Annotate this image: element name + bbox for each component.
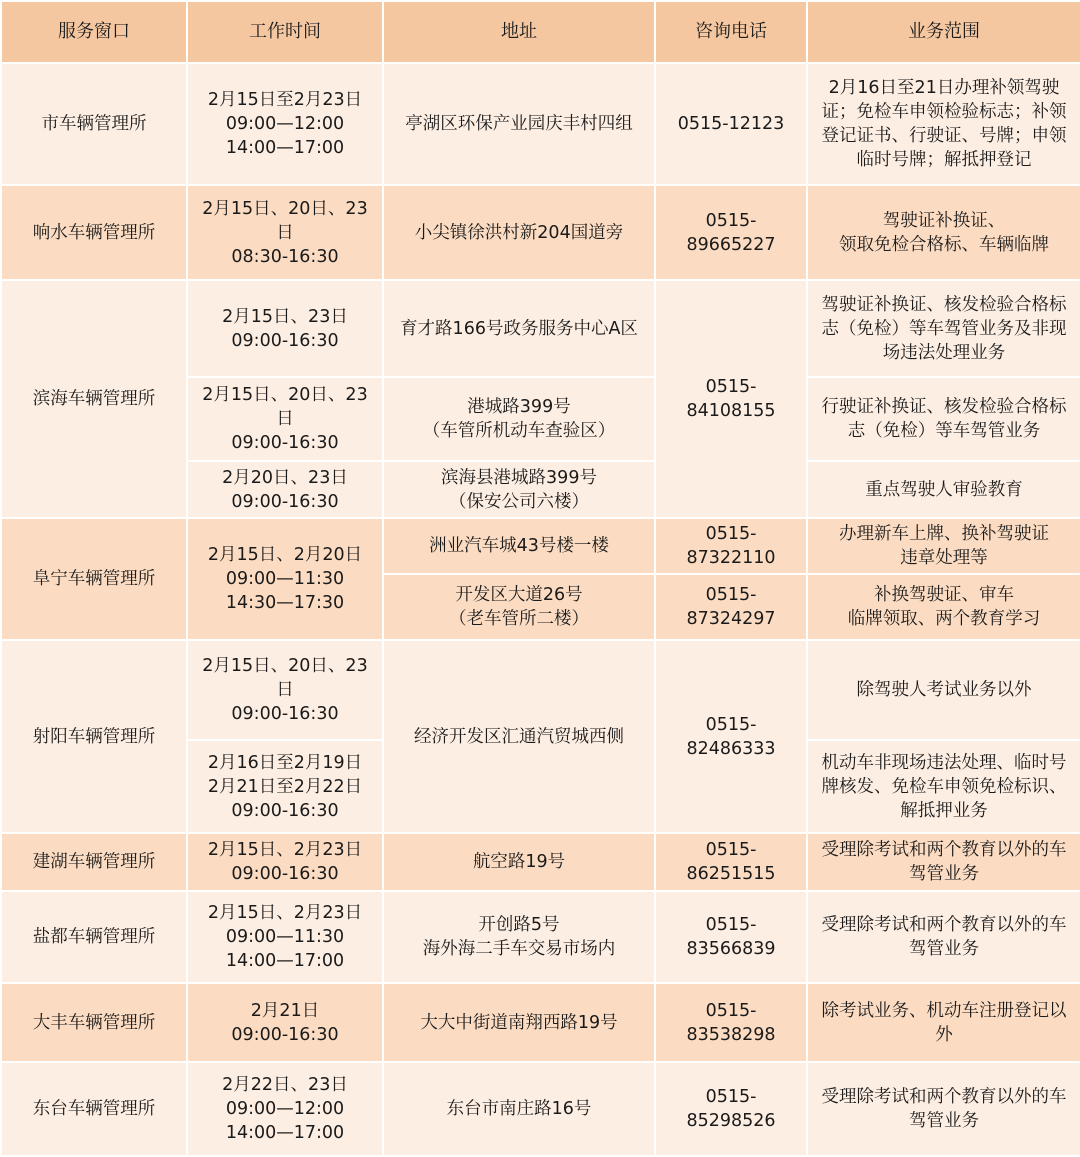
office-address: 经济开发区汇通汽贸城西侧 bbox=[383, 640, 655, 833]
office-address: 开创路5号 海外海二手车交易市场内 bbox=[383, 891, 655, 983]
office-address: 亭湖区环保产业园庆丰村四组 bbox=[383, 63, 655, 185]
office-name: 阜宁车辆管理所 bbox=[1, 518, 187, 640]
office-name: 市车辆管理所 bbox=[1, 63, 187, 185]
table-row bbox=[1, 518, 1080, 574]
office-phone: 0515-82486333 bbox=[655, 640, 807, 833]
office-phone: 0515-83566839 bbox=[655, 891, 807, 983]
office-scope: 受理除考试和两个教育以外的车驾管业务 bbox=[807, 833, 1080, 891]
office-address: 东台市南庄路16号 bbox=[383, 1062, 655, 1156]
office-address: 大大中街道南翔西路19号 bbox=[383, 983, 655, 1062]
office-scope: 驾驶证补换证、 领取免检合格标、车辆临牌 bbox=[807, 185, 1080, 280]
office-scope: 行驶证补换证、核发检验合格标志（免检）等车驾管业务 bbox=[807, 377, 1080, 461]
table-row bbox=[1, 640, 1080, 740]
office-address: 港城路399号 （车管所机动车查验区） bbox=[383, 377, 655, 461]
office-scope: 除考试业务、机动车注册登记以外 bbox=[807, 983, 1080, 1062]
office-phone: 0515-84108155 bbox=[655, 280, 807, 518]
office-scope: 办理新车上牌、换补驾驶证 违章处理等 bbox=[807, 518, 1080, 574]
office-name: 滨海车辆管理所 bbox=[1, 280, 187, 518]
table-row bbox=[1, 1062, 1080, 1156]
office-scope: 补换驾驶证、审车 临牌领取、两个教育学习 bbox=[807, 574, 1080, 640]
header-row bbox=[1, 1, 1080, 63]
office-hours: 2月20日、23日 09:00-16:30 bbox=[187, 461, 383, 518]
office-hours: 2月15日至2月23日 09:00—12:00 14:00—17:00 bbox=[187, 63, 383, 185]
office-address: 航空路19号 bbox=[383, 833, 655, 891]
office-hours: 2月22日、23日 09:00—12:00 14:00—17:00 bbox=[187, 1062, 383, 1156]
office-name: 东台车辆管理所 bbox=[1, 1062, 187, 1156]
office-address: 洲业汽车城43号楼一楼 bbox=[383, 518, 655, 574]
office-name: 大丰车辆管理所 bbox=[1, 983, 187, 1062]
office-phone: 0515-83538298 bbox=[655, 983, 807, 1062]
office-hours: 2月15日、2月23日 09:00—11:30 14:00—17:00 bbox=[187, 891, 383, 983]
office-scope: 2月16日至21日办理补领驾驶证；免检车申领检验标志；补领登记证书、行驶证、号牌；申领临时号牌；解抵押登记 bbox=[807, 63, 1080, 185]
office-name: 盐都车辆管理所 bbox=[1, 891, 187, 983]
table-row bbox=[1, 833, 1080, 891]
office-hours: 2月15日、20日、23日 08:30-16:30 bbox=[187, 185, 383, 280]
table-row bbox=[1, 185, 1080, 280]
office-phone: 0515-89665227 bbox=[655, 185, 807, 280]
office-scope: 重点驾驶人审验教育 bbox=[807, 461, 1080, 518]
office-hours: 2月16日至2月19日 2月21日至2月22日 09:00-16:30 bbox=[187, 740, 383, 833]
office-address: 滨海县港城路399号 （保安公司六楼） bbox=[383, 461, 655, 518]
office-name: 建湖车辆管理所 bbox=[1, 833, 187, 891]
header-phone: 咨询电话 bbox=[655, 1, 807, 63]
office-hours: 2月15日、20日、23日 09:00-16:30 bbox=[187, 377, 383, 461]
office-address: 育才路166号政务服务中心A区 bbox=[383, 280, 655, 377]
office-name: 射阳车辆管理所 bbox=[1, 640, 187, 833]
office-hours: 2月15日、2月23日 09:00-16:30 bbox=[187, 833, 383, 891]
header-business-scope: 业务范围 bbox=[807, 1, 1080, 63]
office-hours: 2月15日、20日、23日 09:00-16:30 bbox=[187, 640, 383, 740]
table-row bbox=[1, 891, 1080, 983]
table-row bbox=[1, 983, 1080, 1062]
office-scope: 驾驶证补换证、核发检验合格标志（免检）等车驾管业务及非现场违法处理业务 bbox=[807, 280, 1080, 377]
office-scope: 受理除考试和两个教育以外的车驾管业务 bbox=[807, 891, 1080, 983]
office-address: 小尖镇徐洪村新204国道旁 bbox=[383, 185, 655, 280]
header-address: 地址 bbox=[383, 1, 655, 63]
office-name: 响水车辆管理所 bbox=[1, 185, 187, 280]
office-phone: 0515-85298526 bbox=[655, 1062, 807, 1156]
table-row bbox=[1, 63, 1080, 185]
office-phone: 0515-87324297 bbox=[655, 574, 807, 640]
office-phone: 0515-12123 bbox=[655, 63, 807, 185]
office-hours: 2月15日、23日 09:00-16:30 bbox=[187, 280, 383, 377]
office-scope: 受理除考试和两个教育以外的车驾管业务 bbox=[807, 1062, 1080, 1156]
table-row bbox=[1, 280, 1080, 377]
office-phone: 0515-86251515 bbox=[655, 833, 807, 891]
office-address: 开发区大道26号 （老车管所二楼） bbox=[383, 574, 655, 640]
office-scope: 机动车非现场违法处理、临时号牌核发、免检车申领免检标识、解抵押业务 bbox=[807, 740, 1080, 833]
header-working-hours: 工作时间 bbox=[187, 1, 383, 63]
office-phone: 0515-87322110 bbox=[655, 518, 807, 574]
office-hours: 2月21日 09:00-16:30 bbox=[187, 983, 383, 1062]
office-hours: 2月15日、2月20日 09:00—11:30 14:30—17:30 bbox=[187, 518, 383, 640]
header-service-window: 服务窗口 bbox=[1, 1, 187, 63]
office-scope: 除驾驶人考试业务以外 bbox=[807, 640, 1080, 740]
